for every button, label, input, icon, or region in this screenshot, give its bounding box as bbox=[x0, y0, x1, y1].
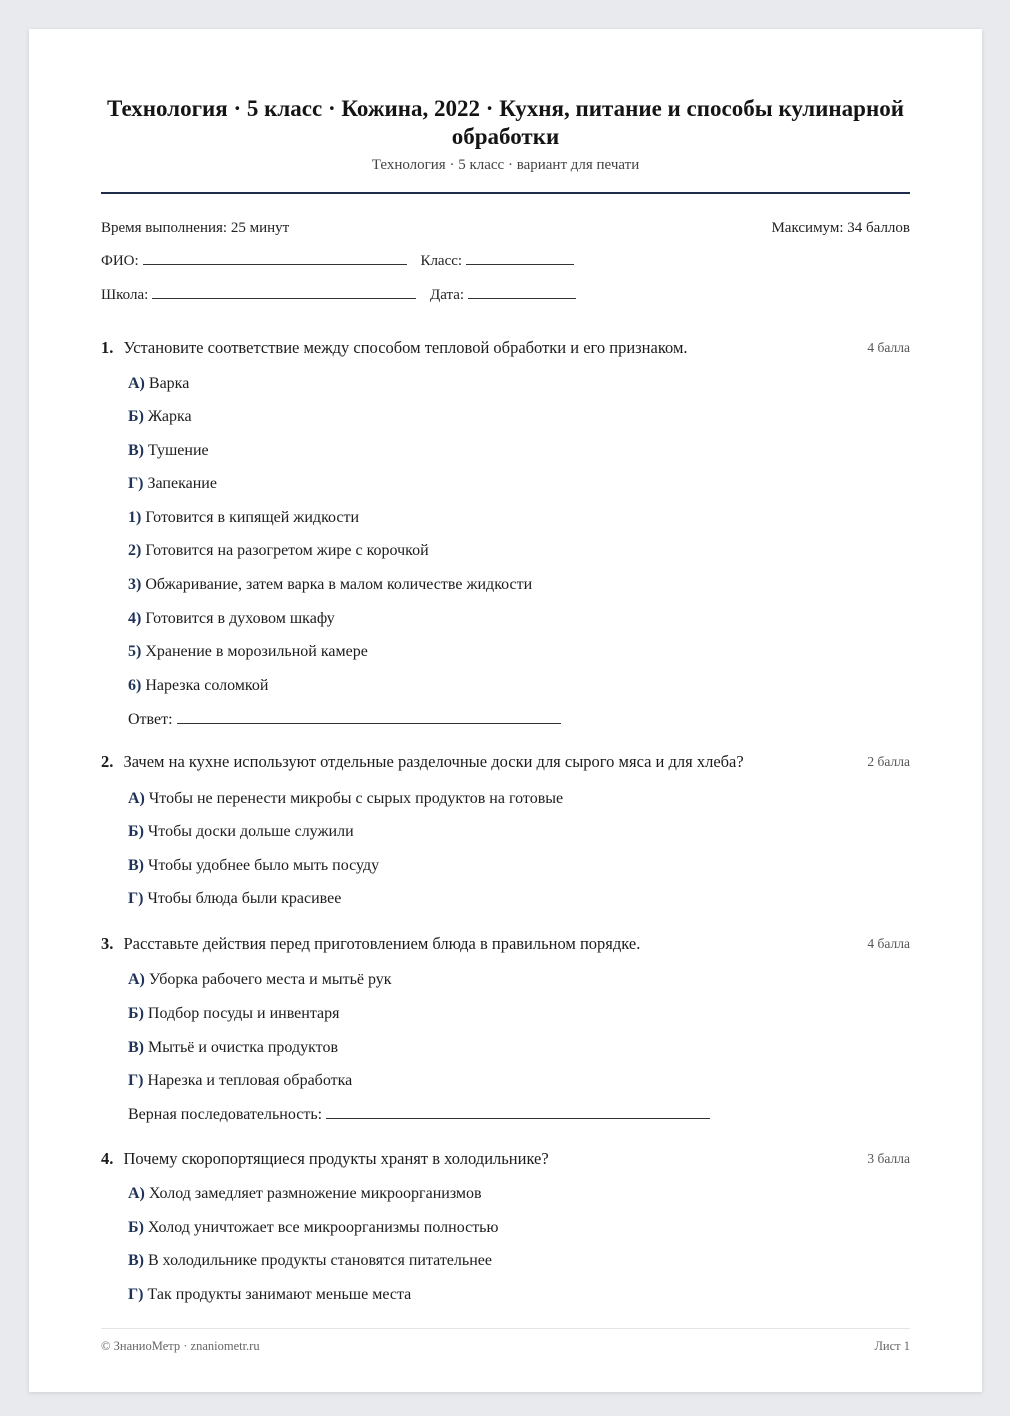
option bbox=[128, 971, 392, 989]
option-label: А) bbox=[128, 790, 145, 807]
option bbox=[128, 1286, 411, 1304]
option-label: 6) bbox=[128, 677, 142, 694]
question-number: 2. bbox=[101, 752, 114, 771]
option-label: Г) bbox=[128, 1286, 144, 1303]
option bbox=[128, 1039, 338, 1057]
question-text: Установите соответствие между способом тепловой обработки и его признаком. bbox=[123, 338, 688, 357]
option-text: Уборка рабочего места и мытьё рук bbox=[148, 971, 392, 988]
option-text: Так продукты занимают меньше места bbox=[147, 1286, 412, 1303]
option-text: Жарка bbox=[147, 408, 192, 425]
option-label: А) bbox=[128, 375, 145, 392]
option-label: А) bbox=[128, 971, 145, 988]
answer-field[interactable] bbox=[326, 1117, 710, 1119]
option-label: Г) bbox=[128, 475, 144, 492]
sequence-answer-row bbox=[128, 1106, 710, 1124]
option-label: 4) bbox=[128, 610, 142, 627]
question-text: Зачем на кухне используют отдельные разделочные доски для сырого мяса и для хлеба? bbox=[123, 752, 744, 771]
option bbox=[128, 857, 379, 875]
answer-row bbox=[128, 711, 561, 729]
worksheet-page bbox=[29, 29, 982, 1392]
school-label: Школа: bbox=[101, 287, 149, 303]
question-points: 2 балла bbox=[867, 754, 910, 769]
option bbox=[128, 542, 429, 560]
school-row bbox=[101, 287, 576, 304]
fio-label: ФИО: bbox=[101, 253, 139, 269]
option-label: 3) bbox=[128, 576, 142, 593]
question-points: 3 балла bbox=[867, 1151, 910, 1166]
question-2 bbox=[101, 752, 910, 772]
footer-page-number: Лист 1 bbox=[874, 1339, 910, 1353]
option bbox=[128, 1072, 352, 1090]
option-text: Готовится на разогретом жире с корочкой bbox=[145, 542, 429, 559]
option-text: Чтобы не перенести микробы с сырых продуктов на готовые bbox=[148, 790, 564, 807]
option-label: Г) bbox=[128, 890, 144, 907]
question-text: Почему скоропортящиеся продукты хранят в холодильнике? bbox=[123, 1149, 549, 1168]
option bbox=[128, 475, 217, 493]
option-text: Чтобы доски дольше служили bbox=[147, 823, 354, 840]
option bbox=[128, 677, 268, 695]
date-field[interactable] bbox=[468, 297, 576, 299]
option-text: Нарезка и тепловая обработка bbox=[147, 1072, 353, 1089]
school-field[interactable] bbox=[152, 297, 416, 299]
question-text: Расставьте действия перед приготовлением блюда в правильном порядке. bbox=[123, 934, 641, 953]
option bbox=[128, 442, 209, 460]
option bbox=[128, 890, 341, 908]
option-text: Подбор посуды и инвентаря bbox=[147, 1005, 340, 1022]
option-label: В) bbox=[128, 1252, 144, 1269]
option-label: Б) bbox=[128, 1219, 144, 1236]
option bbox=[128, 643, 368, 661]
date-label: Дата: bbox=[430, 287, 465, 303]
option bbox=[128, 408, 192, 426]
option-label: Б) bbox=[128, 1005, 144, 1022]
option bbox=[128, 576, 532, 594]
option-text: Готовится в духовом шкафу bbox=[145, 610, 335, 627]
option-label: А) bbox=[128, 1185, 145, 1202]
option bbox=[128, 1252, 492, 1270]
question-number: 3. bbox=[101, 934, 114, 953]
option bbox=[128, 1185, 482, 1203]
option-text: Чтобы блюда были красивее bbox=[147, 890, 342, 907]
question-points: 4 балла bbox=[867, 936, 910, 951]
option-text: Хранение в морозильной камере bbox=[145, 643, 368, 660]
answer-label: Ответ: bbox=[128, 711, 173, 728]
option-text: В холодильнике продукты становятся питательнее bbox=[148, 1252, 492, 1269]
option bbox=[128, 375, 189, 393]
option bbox=[128, 610, 335, 628]
option bbox=[128, 790, 563, 808]
answer-label: Верная последовательность: bbox=[128, 1106, 323, 1123]
option-text: Готовится в кипящей жидкости bbox=[145, 509, 360, 526]
header-divider bbox=[101, 192, 910, 194]
option-text: Холод замедляет размножение микроорганизмов bbox=[148, 1185, 482, 1202]
option bbox=[128, 1005, 339, 1023]
question-4 bbox=[101, 1149, 910, 1169]
question-number: 1. bbox=[101, 338, 114, 357]
question-points: 4 балла bbox=[867, 340, 910, 355]
option-label: В) bbox=[128, 857, 144, 874]
question-3 bbox=[101, 934, 910, 954]
option-text: Варка bbox=[148, 375, 190, 392]
option-label: Б) bbox=[128, 408, 144, 425]
footer-copyright: © ЗнаниоМетр · znaniometr.ru bbox=[101, 1339, 260, 1353]
fio-field[interactable] bbox=[143, 263, 407, 265]
fio-row bbox=[101, 253, 574, 270]
option-label: Г) bbox=[128, 1072, 144, 1089]
option-text: Нарезка соломкой bbox=[145, 677, 269, 694]
max-score: Максимум: 34 баллов bbox=[771, 220, 910, 236]
option-label: 5) bbox=[128, 643, 142, 660]
option-text: Запекание bbox=[147, 475, 217, 492]
class-field[interactable] bbox=[466, 263, 574, 265]
option-label: 2) bbox=[128, 542, 142, 559]
page-subtitle: Технология · 5 класс · вариант для печати bbox=[371, 157, 640, 173]
footer-divider bbox=[101, 1328, 910, 1329]
option bbox=[128, 509, 359, 527]
option-text: Обжаривание, затем варка в малом количестве жидкости bbox=[145, 576, 533, 593]
answer-field[interactable] bbox=[177, 722, 561, 724]
option bbox=[128, 823, 354, 841]
option-label: В) bbox=[128, 1039, 144, 1056]
time-limit: Время выполнения: 25 минут bbox=[101, 220, 290, 236]
option-text: Холод уничтожает все микроорганизмы полностью bbox=[147, 1219, 499, 1236]
option-text: Тушение bbox=[148, 442, 209, 459]
page-title: Технология · 5 класс · Кожина, 2022 · Кухня, питание и способы кулинарной обработки bbox=[107, 96, 904, 149]
option-text: Мытьё и очистка продуктов bbox=[148, 1039, 338, 1056]
class-label: Класс: bbox=[420, 253, 463, 269]
question-1 bbox=[101, 338, 910, 358]
option bbox=[128, 1219, 498, 1237]
question-number: 4. bbox=[101, 1149, 114, 1168]
option-label: Б) bbox=[128, 823, 144, 840]
option-label: В) bbox=[128, 442, 144, 459]
option-text: Чтобы удобнее было мыть посуду bbox=[148, 857, 380, 874]
option-label: 1) bbox=[128, 509, 142, 526]
